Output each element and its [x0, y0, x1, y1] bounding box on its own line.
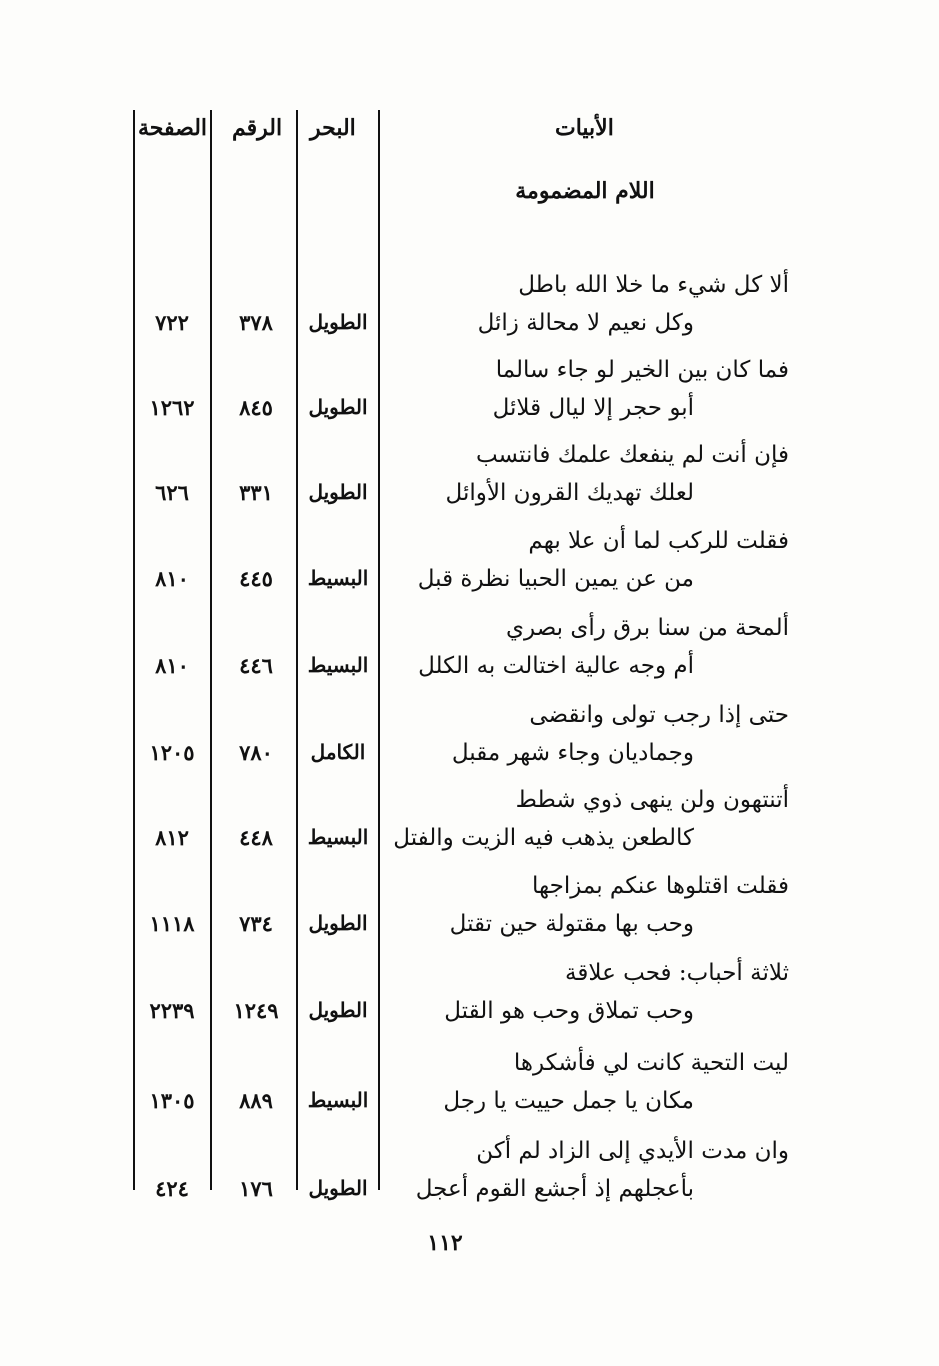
- verse-page: ١٣٠٥: [149, 1088, 195, 1113]
- verse-number: ٤٤٥: [239, 566, 273, 591]
- verse-entry: [0, 787, 939, 873]
- verse-entry: [0, 528, 939, 614]
- verse-meter: الطويل: [308, 911, 368, 935]
- verse-entry: [0, 615, 939, 701]
- verse-number: ١٢٤٩: [233, 998, 279, 1023]
- section-title: اللام المضمومة: [515, 178, 655, 204]
- verse-page: ٦٢٦: [155, 480, 189, 505]
- verse-meter: الطويل: [308, 1176, 368, 1200]
- verse-number: ٧٨٠: [239, 740, 273, 765]
- verse-number: ٤٤٨: [239, 825, 273, 850]
- verse-entry: [0, 702, 939, 788]
- verse-page: ١١١٨: [149, 911, 195, 936]
- verse-page: ٨١٠: [155, 653, 189, 678]
- verse-entry: [0, 272, 939, 358]
- verse-second-hemistich: وحب تملاق وحب هو القتل: [444, 998, 694, 1024]
- verse-number: ٨٨٩: [239, 1088, 273, 1113]
- verse-meter: الطويل: [308, 395, 368, 419]
- verse-second-hemistich: وكل نعيم لا محالة زائل: [477, 310, 694, 336]
- verse-first-hemistich: فما كان بين الخير لو جاء سالما: [495, 357, 789, 383]
- verse-first-hemistich: فإن أنت لم ينفعك علمك فانتسب: [475, 442, 789, 468]
- verse-second-hemistich: كالطعن يذهب فيه الزيت والفتل: [393, 825, 694, 851]
- verse-page: ٢٢٣٩: [149, 998, 195, 1023]
- verse-second-hemistich: بأعجلهم إذ أجشع القوم أعجل: [415, 1176, 694, 1202]
- verse-first-hemistich: ألا كل شيء ما خلا الله باطل: [518, 272, 789, 298]
- header-page: الصفحة: [138, 115, 208, 141]
- verse-entry: [0, 357, 939, 443]
- verse-entry: [0, 1050, 939, 1136]
- verse-first-hemistich: ثلاثة أحباب: فحب علاقة: [565, 960, 789, 986]
- header-meter: البحر: [310, 115, 356, 141]
- verse-second-hemistich: من عن يمين الحبيا نظرة قبل: [417, 566, 694, 592]
- header-verses: الأبيات: [555, 115, 614, 141]
- page-number: ١١٢: [427, 1230, 463, 1256]
- verse-number: ٣٣١: [239, 480, 273, 505]
- verse-second-hemistich: وحب بها مقتولة حين تقتل: [449, 911, 694, 937]
- verse-page: ٨١٢: [155, 825, 189, 850]
- verse-second-hemistich: لعلك تهديك القرون الأوائل: [445, 480, 694, 506]
- verse-number: ٧٣٤: [239, 911, 273, 936]
- verse-first-hemistich: وان مدت الأيدي إلى الزاد لم أكن: [476, 1138, 789, 1164]
- verse-second-hemistich: أبو حجر إلا ليال قلائل: [492, 395, 694, 421]
- verse-number: ١٧٦: [239, 1176, 273, 1201]
- verse-page: ١٢٦٢: [149, 395, 195, 420]
- verse-second-hemistich: أم وجه عالية اختالت به الكلل: [418, 653, 694, 679]
- verse-entry: [0, 960, 939, 1046]
- verse-page: ٧٢٢: [155, 310, 189, 335]
- verse-entry: [0, 873, 939, 959]
- verse-first-hemistich: أتنتهون ولن ينهى ذوي شطط: [515, 787, 789, 813]
- verse-page: ١٢٠٥: [149, 740, 195, 765]
- verse-meter: البسيط: [307, 825, 369, 849]
- verse-meter: البسيط: [307, 1088, 369, 1112]
- verse-first-hemistich: حتى إذا رجب تولى وانقضى: [529, 702, 789, 728]
- header-number: الرقم: [232, 115, 283, 141]
- verse-entry: [0, 442, 939, 528]
- verse-meter: البسيط: [307, 566, 369, 590]
- verse-first-hemistich: ألمحة من سنا برق رأى بصري: [506, 615, 789, 641]
- verse-page: ٨١٠: [155, 566, 189, 591]
- verse-entry: [0, 1138, 939, 1224]
- verse-meter: البسيط: [307, 653, 369, 677]
- verse-page: ٤٢٤: [155, 1176, 189, 1201]
- verse-first-hemistich: فقلت اقتلوها عنكم بمزاجها: [532, 873, 789, 899]
- verse-second-hemistich: وجماديان وجاء شهر مقبل: [451, 740, 694, 766]
- verse-first-hemistich: ليت التحية كانت لي فأشكرها: [513, 1050, 789, 1076]
- verse-number: ٨٤٥: [239, 395, 273, 420]
- verse-second-hemistich: مكان يا جمل حييت يا رجل: [443, 1088, 694, 1114]
- verse-first-hemistich: فقلت للركب لما أن علا بهم: [528, 528, 789, 554]
- verse-meter: الطويل: [308, 998, 368, 1022]
- verse-meter: الطويل: [308, 310, 368, 334]
- verse-meter: الكامل: [310, 740, 366, 764]
- verse-meter: الطويل: [308, 480, 368, 504]
- verse-number: ٣٧٨: [239, 310, 273, 335]
- verse-number: ٤٤٦: [239, 653, 273, 678]
